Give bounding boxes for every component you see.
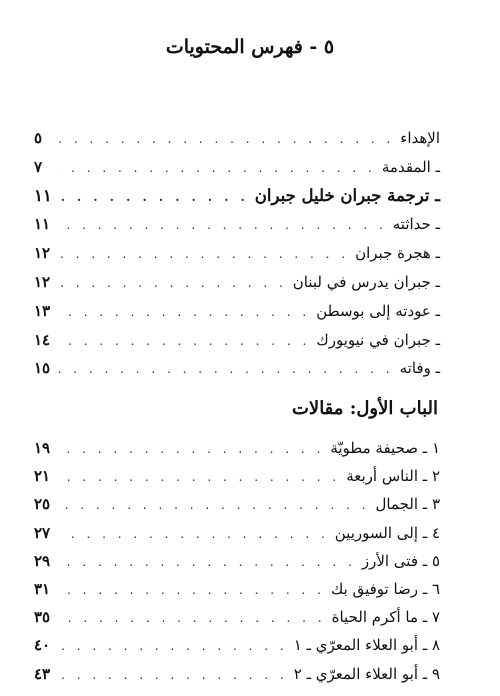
dot-leader — [58, 491, 369, 519]
toc-entry-page: ١٢ — [34, 244, 51, 263]
toc-entry-page: ٣٥ — [34, 608, 51, 627]
dot-leader — [58, 125, 394, 154]
toc-entry-label: ٣ ـ الجمال — [375, 495, 440, 514]
toc-entry — [34, 268, 440, 297]
toc-entry — [34, 326, 440, 355]
toc-entry — [34, 547, 440, 575]
toc-entry — [34, 354, 440, 383]
toc-entry-page: ٢١ — [34, 467, 51, 486]
toc-entry-label: ٥ ـ فتى الأرز — [361, 551, 440, 570]
toc-entry — [34, 575, 440, 603]
toc-entry — [34, 434, 440, 462]
toc-entry — [34, 603, 440, 631]
toc-entry-page: ٧ — [34, 157, 43, 176]
toc-entry-label: ٦ ـ رضا توفيق بك — [330, 579, 440, 598]
toc-entry-page: ١١ — [34, 185, 52, 205]
toc-entry-label: ـ هجرة جبران — [355, 244, 440, 263]
toc-entry-label: ٧ ـ ما أكرم الحياة — [331, 608, 440, 627]
page-title: ٥ - فهرس المحتويات — [165, 36, 335, 58]
dot-leader — [58, 661, 288, 689]
toc-entry-page: ١٤ — [34, 330, 51, 349]
toc-entry — [34, 210, 440, 239]
toc-entry-page: ١٥ — [34, 359, 51, 378]
articles-toc-list — [34, 434, 440, 688]
section-heading: الباب الأول: مقالات — [291, 398, 438, 419]
toc-entry-page: ٥ — [34, 129, 43, 147]
toc-entry-label: ٢ ـ الناس أربعة — [346, 467, 440, 486]
toc-entry-label: ـ وفاته — [399, 359, 440, 378]
toc-entry-label: ٩ ـ أبو العلاء المعرّي ـ ٢ — [293, 664, 440, 683]
toc-entry-page: ٢٧ — [34, 523, 51, 542]
toc-entry — [34, 631, 440, 659]
toc-entry — [34, 490, 440, 518]
toc-entry-page: ١٢ — [34, 272, 51, 291]
dot-leader — [58, 154, 376, 183]
toc-entry-label: ـ جبران يدرس في لبنان — [292, 272, 440, 291]
toc-entry — [34, 462, 440, 490]
toc-entry — [34, 239, 440, 268]
dot-leader — [58, 183, 249, 212]
dot-leader — [58, 269, 287, 298]
toc-entry-page: ٣١ — [34, 579, 51, 598]
dot-leader — [58, 240, 349, 269]
toc-entry — [34, 660, 440, 688]
toc-entry-label: ٤ ـ إلى السوريين — [334, 523, 440, 542]
toc-entry-label: ـ حداثته — [392, 215, 440, 234]
toc-entry-page: ٤٠ — [34, 636, 51, 655]
toc-entry-label: ـ ترجمة جبران خليل جبران — [254, 185, 440, 205]
dot-leader — [58, 435, 324, 463]
toc-entry-page: ٢٥ — [34, 495, 51, 514]
toc-entry — [34, 153, 440, 182]
toc-entry-page: ١٩ — [34, 439, 51, 457]
toc-entry-page: ٤٣ — [34, 664, 51, 683]
toc-entry — [34, 297, 440, 326]
dot-leader — [58, 298, 310, 327]
dot-leader — [58, 463, 340, 491]
dot-leader — [58, 211, 387, 240]
toc-entry-label: الإهداء — [400, 129, 440, 147]
dot-leader — [58, 576, 325, 604]
dot-leader — [58, 327, 310, 356]
dot-leader — [58, 604, 326, 632]
dot-leader — [58, 632, 288, 660]
intro-toc-list — [34, 124, 440, 383]
dot-leader — [58, 520, 329, 548]
toc-entry-page: ٢٩ — [34, 551, 51, 570]
toc-entry-page: ١٣ — [34, 301, 51, 320]
toc-entry-label: ٨ ـ أبو العلاء المعرّي ـ ١ — [293, 636, 440, 655]
toc-entry — [34, 182, 440, 211]
toc-entry — [34, 519, 440, 547]
toc-entry-label: ـ جبران في نيويورك — [316, 330, 440, 349]
toc-entry — [34, 124, 440, 153]
toc-entry-label: ـ المقدمة — [381, 157, 440, 176]
toc-entry-label: ـ عودته إلى بوسطن — [316, 301, 440, 320]
toc-entry-page: ١١ — [34, 215, 51, 234]
toc-entry-label: ١ ـ صحيفة مطويّة — [330, 439, 440, 457]
dot-leader — [58, 355, 394, 384]
dot-leader — [58, 548, 356, 576]
